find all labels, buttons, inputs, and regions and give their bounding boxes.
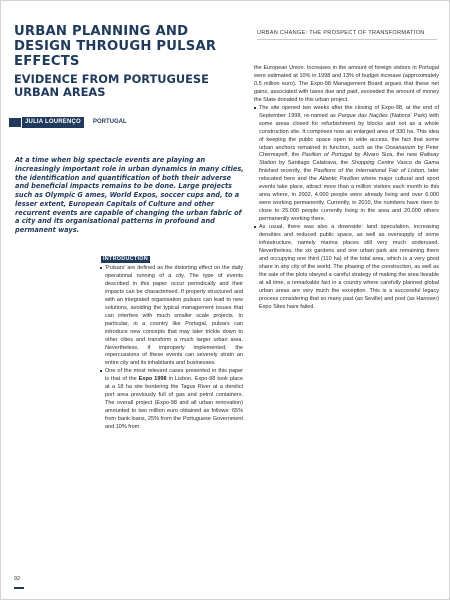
- paragraph-parque-das-nacoes: [254, 105, 439, 224]
- text-run: by Peter Chermayeff, the: [259, 144, 439, 159]
- text-run: , later relocated here and the: [259, 168, 439, 183]
- italic-name: Pavilions of the International Fair of Lisbon: [313, 168, 425, 175]
- text-run: (Nations' Park) with some areas closed for refurbishment by blocks and not as a whole construction site. It comprises now an enlarged area of 330 ha. This idea of keeping the public space open to wide access, the fact that some urban anchors remained in function, such as the: [259, 112, 439, 151]
- expo-1998-emphasis: Expo 1998: [138, 376, 167, 383]
- italic-name: Pavilion of Portugal: [302, 152, 352, 159]
- running-head-rule: [257, 39, 437, 40]
- right-text-column: [254, 65, 439, 312]
- italic-name: Railway Station: [259, 152, 440, 167]
- text-run: One of the most relevant cases presented in this paper is that of the: [105, 368, 243, 383]
- paragraph-continued: the European Union. Increases in the amount of foreign visitors in Portugal were estimated at 10% in 1998 and 13% of budget increase (approximately 0,5 million euro). The Expo-98 Management Board argues that these net gains, associated with taxes due and paid, exceeded the amount of money the State donated to this urban project.: [254, 65, 439, 103]
- author-country: PORTUGAL: [93, 119, 127, 125]
- italic-name: Oceanarium: [385, 144, 416, 151]
- byline-marker: [9, 118, 21, 127]
- text-run: The site opened two weeks after the closing of Expo-98, at the end of September 1998, re-named as: [259, 104, 439, 119]
- running-head: URBAN CHANGE: THE PROSPECT OF TRANSFORMATION: [257, 30, 425, 36]
- author-name: JULIA LOURENÇO: [22, 117, 84, 128]
- article-abstract: At a time when big spectacle events are playing an increasingly important role in urban dynamics in many cities, the identification and quantification of both their adverse and beneficial impacts remains to be done. Large projects such as Olympic G ames, World Expos, soccer cups and, to a lesser extent, European Capitals of Culture and other recurrent events are capable of changing the urban fabric of a city and its organisational patterns in profound and permanent ways.: [15, 156, 244, 234]
- page-number: 92: [14, 576, 21, 582]
- section-heading-introduction: INTRODUCTION: [103, 256, 148, 262]
- italic-name: Atlantic Pavilion: [319, 176, 359, 183]
- text-run: in Lisbon. Expo-98 took place at a 18 ha site bordering the Tagus River at a derelict port area previously full of gas and petrol containers. The overall project (Expo-98 and all urban renovation) amounted to two million euro obtained as follows: 65% from bank loans, 25% from the Portuguese Government and 10% from: [105, 376, 243, 431]
- text-run: by Santiago Calatrava, the: [276, 160, 352, 167]
- text-run: where major cultural and sport events take place, attract more than a million visitors each month to this area where, in 2002, 4.000 people were already living and over 6.000 were working permanently. Currently, in 2010, the numbers have risen to close to 25.000 people currently living in the area and 20.000 others permanently working there.: [259, 176, 439, 223]
- left-text-column: [100, 265, 243, 432]
- article-title: URBAN PLANNING AND DESIGN THROUGH PULSAR EFFECTS: [14, 24, 217, 69]
- paragraph-pulsars-definition: 'Pulsars' are defined as the distorting effect on the daily operational running of a city. The type of events described in this paper occur periodically and their impacts can be characterised. If properly structured and with an integrated organisation pulsars can lead to new solutions, avoiding the typical management issues that can interfere with much smaller scale projects. In particular, in a country like Portugal, pulsars can introduce new concepts that may later trickle down to other cities and transform a much larger urban area. Nevertheless, if improperly implemented, the repercussions of these events can severely strain an entire city and its inhabitants and businesses.: [100, 265, 243, 368]
- text-run: finished recently, the: [259, 168, 314, 175]
- article-subtitle: EVIDENCE FROM PORTUGUESE URBAN AREAS: [14, 72, 209, 99]
- text-run: by Álvaro Siza, the new: [351, 152, 420, 159]
- italic-name: Shopping Centre Vasco da Gama: [351, 160, 440, 167]
- paragraph-downside: As usual, there was also a downside: land speculation, increasing densities and reduced public space, as well as oversupply of some infrastructure, namely marina places still very much underused. Nevertheless, the six gardens and one urban park are remaining there and occupying one third (110 ha) of the total area, which is a very good share in any city of the world. The phasing of the construction, as well as the sale of the plots obeyed a careful strategy of making the area liveable at all time, a remarkable fact in a country where carefully planned global urban areas are very much the exception. This is a successful legacy process considering that so many past (as Seville) and post (as Hanover) Expo Sites have failed.: [254, 224, 439, 311]
- byline: [9, 116, 244, 128]
- page-number-rule: [14, 587, 24, 589]
- paragraph-expo-1998: [100, 368, 243, 432]
- italic-name: Parque das Nações: [338, 112, 388, 119]
